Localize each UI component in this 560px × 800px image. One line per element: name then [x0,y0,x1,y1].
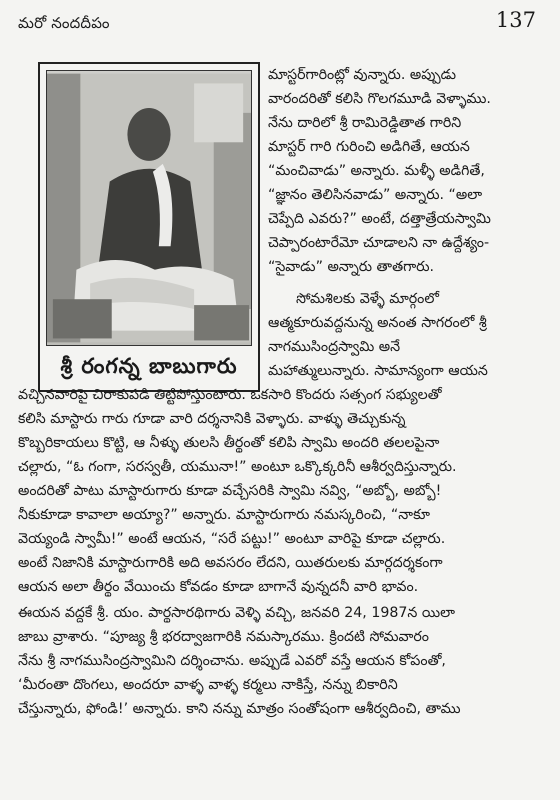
text-line: “జ్ఞానం తెలిసినవాడు” అన్నారు. “అలా [268,187,483,203]
text-line: ‘మీరంతా దొంగలు, అందరూ వాళ్ళ వాళ్ళ కర్మలు నాకిస్తే, నన్ను బికారిని [18,677,398,693]
text-line: నేను దారిలో శ్రీ రామిరెడ్డితాత గారిని [268,115,462,131]
text-line: చెప్పేది ఎవరు?” అంటే, దత్తాత్రేయస్వామి [268,211,491,227]
text-line: జాబు వ్రాశారు. “పూజ్య శ్రీ భరద్వాజగారికి నమస్కారము. క్రిందటి సోమవారం [18,629,429,645]
text-line: ఆత్మకూరువద్దనున్న అనంత సాగరంలో శ్రీ [268,315,487,331]
photo-caption: శ్రీ రంగన్న బాబుగారు [60,354,238,378]
text-line: అందరితో పాటు మాస్టారుగారు కూడా వచ్చేసరికి స్వామి నవ్వి, “అబ్బో, అబ్బో! [18,483,442,499]
text-line: మాస్టర్‌గారింట్లో వున్నారు. అప్పుడు [268,67,457,83]
text-line: “సైవాడు” అన్నారు తాతగారు. [268,259,435,275]
portrait-photo [46,70,252,346]
text-line: మహాత్ములున్నారు. సామాన్యంగా ఆయన [268,363,488,379]
text-line: కలిసి మాస్టారు గారు గూడా వారి దర్శనానికి వెళ్ళారు. వాళ్ళు తెచ్చుకున్న [18,411,406,427]
text-line: కొబ్బరికాయలు కొట్టి, ఆ నీళ్ళు తులసి తీర్థంతో కలిపి స్వామి అందరి తలలపైనా [18,435,440,451]
text-line: వారందరితో కలిసి గొలగమూడి వెళ్ళాము. [268,91,491,107]
text-line: మాస్టర్ గారి గురించి అడిగితే, ఆయన [268,139,470,155]
text-line: నాగముసింద్రస్వామి అనే [268,339,401,355]
text-line: చల్లారు, “ఓ గంగా, సరస్వతీ, యమునా!” అంటూ ఒక్కొక్కరినీ ఆశీర్వదిస్తున్నారు. [18,459,457,475]
text-line: “మంచివాడు” అన్నారు. మళ్ళీ అడిగితే, [268,163,485,179]
text-line: అంటే నిజానికి మాస్టారుగారికి అది అవసరం లేదని, యితరులకు మార్గదర్శకంగా [18,555,443,571]
text-line: నీకుకూడా కావాలా అయ్యా?” అన్నారు. మాస్టారుగారు నమస్కరించి, “నాకూ [18,507,431,523]
page-number: 137 [495,8,536,32]
text-line: సోమశిలకు వెళ్ళే మార్గంలో [296,291,439,307]
figure-box [38,62,260,392]
text-line: చేస్తున్నారు, ఫోండి!’ అన్నారు. కాని నన్ను మాత్రం సంతోషంగా ఆశీర్వదించి, తాము [18,701,461,717]
text-line: నేను శ్రీ నాగముసింద్రస్వామిని దర్శించాను. అప్పుడే ఎవరో వస్తే ఆయన కోపంతో, [18,653,446,669]
text-line: వచ్చినవారిపై చిరాకుపడి తిట్టిపోస్తుంటారు. ఒకసారి కొందరు సత్సంగ సభ్యులతో [18,387,442,403]
text-line: ఆయన అలా తీర్థం వేయించు కోవడం కూడా బాగానే వున్నదనీ వారి భావం. [18,579,419,595]
text-line: వెయ్యండి స్వామీ!” అంటే ఆయన, “సరే పట్టు!” అంటూ వారిపై కూడా చల్లారు. [18,531,446,547]
text-line: ఈయన వద్దకే శ్రీ. యం. పార్థసారథిగారు వెళ్ళి వచ్చి, జనవరి 24, 1987న యిలా [18,605,455,621]
text-line: చెప్పారంటారేమో చూడాలని నా ఉద్దేశ్యం- [268,235,490,251]
running-head: మరో నందదీపం [18,14,110,32]
